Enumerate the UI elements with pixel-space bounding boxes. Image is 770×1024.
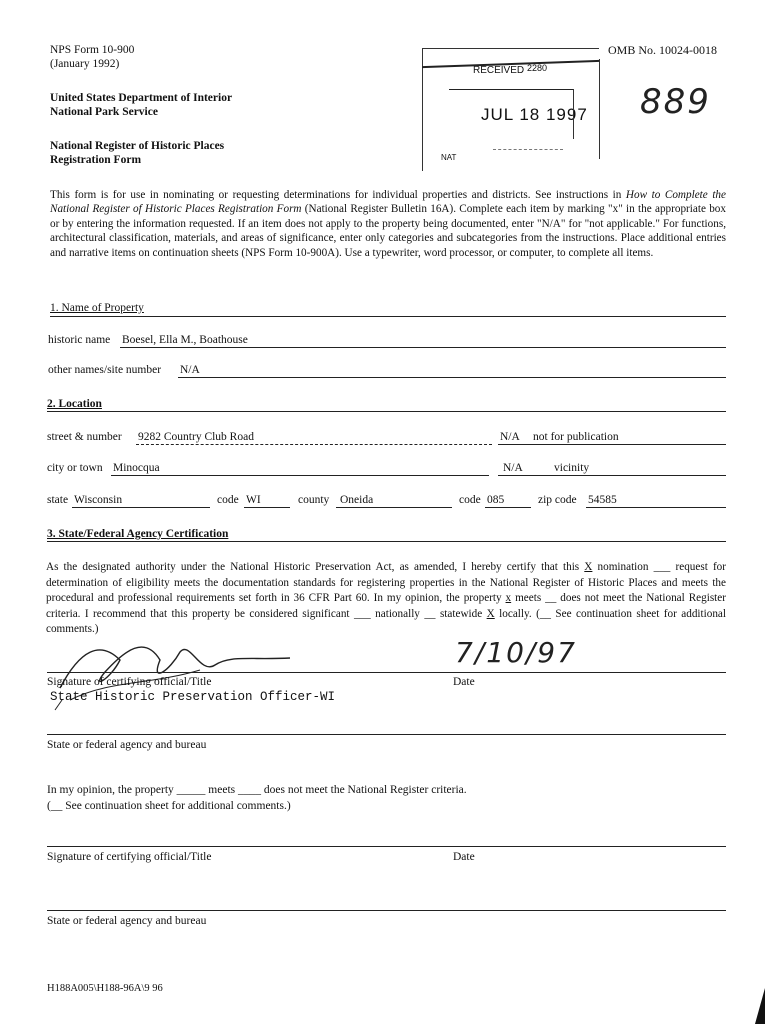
historic-name-label: historic name xyxy=(48,334,111,346)
stamp-date: JUL 18 1997 xyxy=(481,105,588,124)
form-number: NPS Form 10-900 xyxy=(50,44,135,56)
street-label: street & number xyxy=(47,431,122,443)
section-3-heading: 3. State/Federal Agency Certification xyxy=(47,528,229,540)
zip-label: zip code xyxy=(538,494,577,506)
signature-scribble xyxy=(50,630,350,720)
agency-label: State or federal agency and bureau xyxy=(47,739,207,751)
locally-mark[interactable]: X xyxy=(486,607,495,620)
form-date: (January 1992) xyxy=(50,58,120,70)
other-names-value[interactable]: N/A xyxy=(180,364,200,376)
footer-code: H188A005\H188-96A\9 96 xyxy=(47,983,163,994)
stamp-nat: NAT xyxy=(441,153,457,162)
county-code-label: code xyxy=(459,494,481,506)
state-value[interactable]: Wisconsin xyxy=(74,494,123,506)
nomination-mark[interactable]: X xyxy=(584,561,593,573)
vicinity-label: vicinity xyxy=(554,462,590,474)
county-code-value[interactable]: 085 xyxy=(487,494,505,506)
section-1-heading: 1. Name of Property xyxy=(50,302,144,314)
opinion-continuation: (__ See continuation sheet for additional comments.) xyxy=(47,800,291,812)
certification-paragraph: As the designated authority under the National Historic Preservation Act, as amended, I hereby certify that this X nomination ___ request for determination of eligibility meets the documentation standards for registering properties in the National Register of Historic Places and meets the procedural and professional requirements set forth in 36 CFR Part 60. In my opinion, the property x meets __ does not meet the National Register criteria. I recommend that this property be considered significant ___ nationally __ statewide X locally. (__ See continuation sheet for additional comments.) xyxy=(46,561,727,635)
historic-name-value[interactable]: Boesel, Ella M., Boathouse xyxy=(122,334,248,346)
instructions-paragraph: This form is for use in nominating or requesting determinations for individual properties and districts. See instructions in How to Complete the National Register of Historic Places Registration Form (National Register Bulletin 16A). Complete each item by marking "x" in the appropriate box or by entering the information requested. If an item does not apply to the property being documented, enter "N/A" for "not applicable." For functions, architectural classification, materials, and areas of significance, enter only categories and subcategories from the instructions. Place additional entries and narrative items on continuation sheets (NPS Form 10-900A). Use a typewriter, word processor, or computer, to complete all items. xyxy=(50,189,726,259)
city-value[interactable]: Minocqua xyxy=(113,462,160,474)
state-code-value[interactable]: WI xyxy=(246,494,261,506)
opinion-line: In my opinion, the property _____ meets ____ does not meet the National Register criteria. xyxy=(47,784,467,796)
section-2-heading: 2. Location xyxy=(47,398,102,410)
handwritten-number: 889 xyxy=(640,82,711,122)
meets-mark[interactable]: x xyxy=(505,592,512,604)
date-label-2: Date xyxy=(453,851,475,863)
stamp-received: RECEIVED xyxy=(473,65,525,76)
official-title: State Historic Preservation Officer-WI xyxy=(50,690,336,704)
received-stamp xyxy=(422,48,599,171)
state-label: state xyxy=(47,494,69,506)
state-code-label: code xyxy=(217,494,239,506)
omb-number: OMB No. 10024-0018 xyxy=(608,43,718,57)
other-names-label: other names/site number xyxy=(48,364,162,376)
signature-label: Signature of certifying official/Title xyxy=(47,676,212,688)
corner-mark xyxy=(755,988,765,1024)
date-label: Date xyxy=(453,676,475,688)
service: National Park Service xyxy=(50,106,158,118)
signature-label-2: Signature of certifying official/Title xyxy=(47,851,212,863)
agency-label-2: State or federal agency and bureau xyxy=(47,915,207,927)
zip-value[interactable]: 54585 xyxy=(588,494,617,506)
county-label: county xyxy=(298,494,330,506)
vicinity-value[interactable]: N/A xyxy=(503,462,523,474)
city-label: city or town xyxy=(47,462,103,474)
street-value[interactable]: 9282 Country Club Road xyxy=(138,431,254,443)
register-title: National Register of Historic Places xyxy=(50,140,225,152)
stamp-number: 2280 xyxy=(527,63,548,73)
department: United States Department of Interior xyxy=(50,92,233,104)
county-value[interactable]: Oneida xyxy=(340,494,374,506)
not-for-publication-value[interactable]: N/A xyxy=(500,431,520,443)
signature-date: 7/10/97 xyxy=(455,636,577,669)
not-for-publication-label: not for publication xyxy=(533,431,619,443)
form-title: Registration Form xyxy=(50,154,142,166)
